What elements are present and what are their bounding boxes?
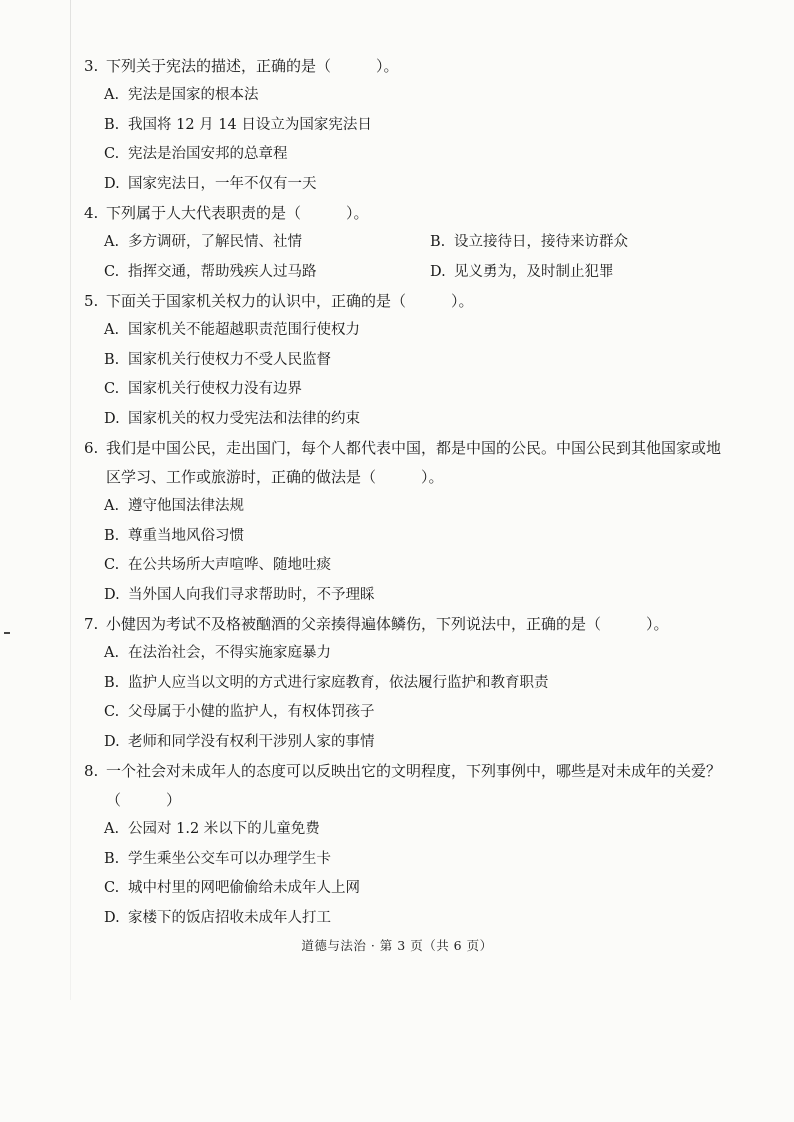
question-stem	[84, 434, 724, 492]
question-stem	[84, 757, 724, 815]
question-text: 小健因为考试不及格被酗酒的父亲揍得遍体鳞伤，下列说法中，正确的是（ ）。	[106, 615, 669, 633]
option-letter: D.	[104, 410, 120, 427]
option-a	[104, 316, 724, 346]
option-text: 公园对 1.2 米以下的儿童免费	[128, 821, 320, 837]
option-text: 设立接待日，接待来访群众	[454, 234, 628, 250]
question-6	[84, 434, 724, 610]
option-list	[84, 492, 724, 610]
option-letter: A.	[104, 821, 120, 837]
option-letter: B.	[104, 850, 120, 867]
question-text: 下列关于宪法的描述，正确的是（ ）。	[106, 57, 399, 75]
option-list	[84, 815, 724, 933]
option-d	[104, 581, 724, 611]
option-text: 尊重当地风俗习惯	[128, 527, 244, 544]
question-stem	[84, 610, 724, 639]
option-letter: B.	[104, 674, 120, 691]
option-a	[104, 815, 724, 845]
question-stem	[84, 52, 724, 81]
option-letter: A.	[104, 645, 120, 661]
option-letter: C.	[104, 880, 120, 896]
option-b	[104, 669, 724, 699]
question-number: 3.	[84, 57, 99, 75]
question-text: 下列属于人大代表职责的是（ ）。	[106, 204, 369, 222]
option-b	[430, 228, 730, 258]
option-text: 宪法是治国安邦的总章程	[128, 146, 288, 162]
option-list	[84, 316, 724, 434]
option-letter: A.	[104, 498, 120, 514]
scan-mark	[4, 632, 10, 634]
option-c	[104, 375, 724, 405]
option-text: 指挥交通，帮助残疾人过马路	[128, 263, 317, 280]
option-text: 在公共场所大声喧哗、随地吐痰	[128, 557, 331, 573]
question-list	[84, 52, 724, 933]
option-letter: B.	[430, 234, 446, 250]
option-letter: D.	[104, 175, 120, 192]
question-number: 8.	[84, 762, 99, 780]
question-7	[84, 610, 724, 757]
option-a	[104, 228, 430, 258]
option-text: 学生乘坐公交车可以办理学生卡	[128, 850, 331, 867]
option-list	[84, 81, 724, 199]
option-c	[104, 698, 724, 728]
option-b	[104, 346, 724, 376]
option-text: 城中村里的网吧偷偷给未成年人上网	[128, 880, 360, 896]
option-text: 国家宪法日，一年不仅有一天	[128, 175, 317, 192]
option-list	[84, 228, 724, 287]
question-3	[84, 52, 724, 199]
option-a	[104, 492, 724, 522]
question-8	[84, 757, 724, 933]
option-text: 见义勇为，及时制止犯罪	[454, 263, 614, 280]
option-letter: C.	[104, 381, 120, 397]
option-letter: D.	[104, 733, 120, 750]
option-d	[430, 258, 730, 288]
option-letter: A.	[104, 322, 120, 338]
question-stem	[84, 287, 724, 316]
option-letter: B.	[104, 527, 120, 544]
option-letter: C.	[104, 557, 120, 573]
option-letter: D.	[104, 909, 120, 926]
option-text: 遵守他国法律法规	[128, 498, 244, 514]
option-letter: D.	[430, 263, 446, 280]
option-d	[104, 405, 724, 435]
option-text: 当外国人向我们寻求帮助时，不予理睬	[128, 586, 375, 603]
page-footer: 道德与法治 · 第 3 页（共 6 页）	[301, 938, 493, 953]
option-a	[104, 639, 724, 669]
question-5	[84, 287, 724, 434]
option-b	[104, 111, 724, 141]
option-a	[104, 81, 724, 111]
question-number: 7.	[84, 615, 99, 633]
option-c	[104, 258, 430, 288]
question-number: 4.	[84, 204, 99, 222]
question-text: 下面关于国家机关权力的认识中，正确的是（ ）。	[106, 292, 474, 310]
option-letter: D.	[104, 586, 120, 603]
option-c	[104, 551, 724, 581]
question-number: 5.	[84, 292, 99, 310]
option-list	[84, 639, 724, 757]
option-b	[104, 845, 724, 875]
option-c	[104, 874, 724, 904]
option-text: 国家机关行使权力不受人民监督	[128, 351, 331, 368]
scan-binding-edge	[70, 0, 71, 1000]
option-d	[104, 170, 724, 200]
option-text: 父母属于小健的监护人，有权体罚孩子	[128, 704, 375, 720]
option-letter: A.	[104, 234, 120, 250]
question-text: 我们是中国公民，走出国门，每个人都代表中国，都是中国的公民。中国公民到其他国家或地区学习、工作或旅游时，正确的做法是（ ）。	[106, 439, 722, 486]
option-b	[104, 522, 724, 552]
question-text: 一个社会对未成年人的态度可以反映出它的文明程度，下列事例中，哪些是对未成年的关爱？（ ）	[106, 762, 722, 809]
option-text: 国家机关行使权力没有边界	[128, 381, 302, 397]
option-text: 在法治社会，不得实施家庭暴力	[128, 645, 331, 661]
option-c	[104, 140, 724, 170]
question-number: 6.	[84, 439, 99, 457]
question-stem	[84, 199, 724, 228]
option-text: 家楼下的饭店招收未成年人打工	[128, 909, 331, 926]
option-letter: B.	[104, 116, 120, 133]
option-text: 国家机关不能超越职责范围行使权力	[128, 322, 360, 338]
option-text: 宪法是国家的根本法	[128, 87, 259, 103]
option-text: 老师和同学没有权利干涉别人家的事情	[128, 733, 375, 750]
option-letter: A.	[104, 87, 120, 103]
option-text: 我国将 12 月 14 日设立为国家宪法日	[128, 116, 372, 133]
option-letter: C.	[104, 146, 120, 162]
option-letter: B.	[104, 351, 120, 368]
option-text: 国家机关的权力受宪法和法律的约束	[128, 410, 360, 427]
option-text: 监护人应当以文明的方式进行家庭教育，依法履行监护和教育职责	[128, 674, 549, 691]
option-text: 多方调研，了解民情、社情	[128, 234, 302, 250]
question-4	[84, 199, 724, 287]
option-letter: C.	[104, 263, 120, 280]
option-d	[104, 728, 724, 758]
option-d	[104, 904, 724, 934]
option-letter: C.	[104, 704, 120, 720]
